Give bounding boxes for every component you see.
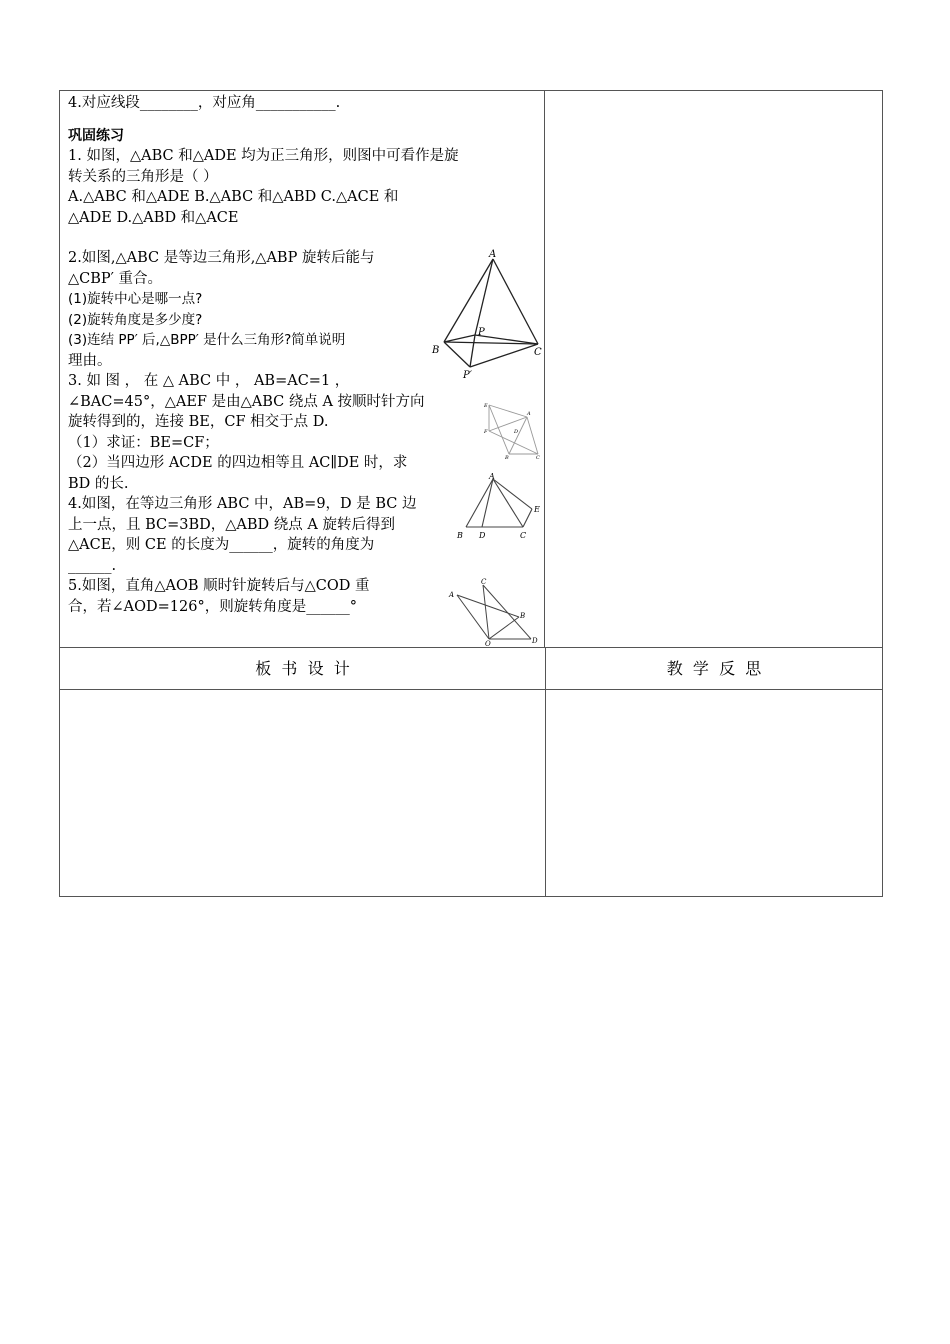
q4-line-3: △ACE，则 CE 的长度为______，旋转的角度为 <box>68 537 375 553</box>
figure-q5-rotation <box>443 577 543 647</box>
fig2-label-p: P <box>478 327 485 338</box>
q2-line-6: 理由。 <box>68 352 112 369</box>
q1-line-4: △ADE D.△ABD 和△ACE <box>68 209 239 226</box>
fig4-label-d: D <box>479 531 486 540</box>
fig3-label-c: C <box>536 455 540 459</box>
fig4-label-c: C <box>520 531 527 540</box>
fig2-label-c: C <box>534 347 542 358</box>
q1-line-3: A.△ABC 和△ADE B.△ABC 和△ABD C.△ACE 和 <box>68 189 399 205</box>
fig4-label-e: E <box>534 505 540 514</box>
fig5-label-a: A <box>449 591 455 599</box>
figure-q3-rotation <box>483 399 543 459</box>
q5-line-1: 5.如图，直角△AOB 顺时针旋转后与△COD 重 <box>68 578 370 594</box>
intro-line-4: 4.对应线段________，对应角___________. <box>68 95 341 111</box>
reflection-header <box>546 648 882 690</box>
practice-title: 巩固练习 <box>68 127 124 144</box>
q1-line-1: 1. 如图，△ABC 和△ADE 均为正三角形，则图中可看作是旋 <box>68 148 459 164</box>
fig5-label-d: D <box>532 637 538 645</box>
figure-q4-triangle <box>456 471 546 541</box>
fig3-label-d: D <box>514 429 519 435</box>
q2-line-3: (1)旋转中心是哪一点? <box>68 291 203 307</box>
fig5-label-b: B <box>520 612 526 620</box>
q4-line-1: 4.如图，在等边三角形 ABC 中，AB=9，D 是 BC 边 <box>68 496 417 512</box>
q2-line-5: (3)连结 PP′ 后,△BPP′ 是什么三角形?简单说明 <box>68 332 346 348</box>
q2-line-4: (2)旋转角度是多少度? <box>68 311 203 328</box>
fig5-label-o: O <box>485 640 491 647</box>
fig2-label-p-prime: P′ <box>463 370 472 381</box>
fig3-label-a: A <box>527 411 531 417</box>
q3-line-1: 3. 如 图 ， 在 △ ABC 中 ， AB=AC=1 ， <box>68 373 350 389</box>
board-design-header <box>60 648 545 690</box>
q2-line-2: △CBP′ 重合。 <box>68 270 163 287</box>
q5-line-2: 合，若∠AOD=126°，则旋转角度是______° <box>68 598 357 615</box>
q3-line-3: 旋转得到的，连接 BE，CF 相交于点 D. <box>68 414 329 430</box>
reflection-label: 教 学 反 思 <box>666 659 762 678</box>
q2-line-1: 2.如图,△ABC 是等边三角形,△ABP 旋转后能与 <box>68 250 375 266</box>
fig4-label-b: B <box>457 531 463 540</box>
fig2-label-b: B <box>432 345 440 356</box>
fig5-label-c: C <box>481 578 487 586</box>
board-design-area <box>60 690 545 896</box>
fig3-label-b: B <box>505 455 509 459</box>
lesson-plan-table <box>59 90 883 897</box>
fig3-label-e: E <box>484 403 488 409</box>
q3-line-6: BD 的长. <box>68 475 129 492</box>
figure-q2-triangle <box>430 247 550 382</box>
board-design-label: 板 书 设 计 <box>255 659 350 678</box>
q3-line-5: （2）当四边形 ACDE 的四边相等且 AC∥DE 时，求 <box>68 455 408 471</box>
q3-line-2: ∠BAC=45°，△AEF 是由△ABC 绕点 A 按顺时针方向 <box>68 393 425 410</box>
q4-line-4: ______. <box>68 557 117 574</box>
fig2-label-a: A <box>489 249 497 260</box>
q3-line-4: （1）求证：BE=CF； <box>68 434 219 451</box>
fig3-label-f: F <box>484 429 488 435</box>
fig4-label-a: A <box>489 472 495 481</box>
q1-line-2: 转关系的三角形是（ ） <box>68 168 218 185</box>
q4-line-2: 上一点，且 BC=3BD，△ABD 绕点 A 旋转后得到 <box>68 516 395 533</box>
reflection-area <box>546 690 882 896</box>
